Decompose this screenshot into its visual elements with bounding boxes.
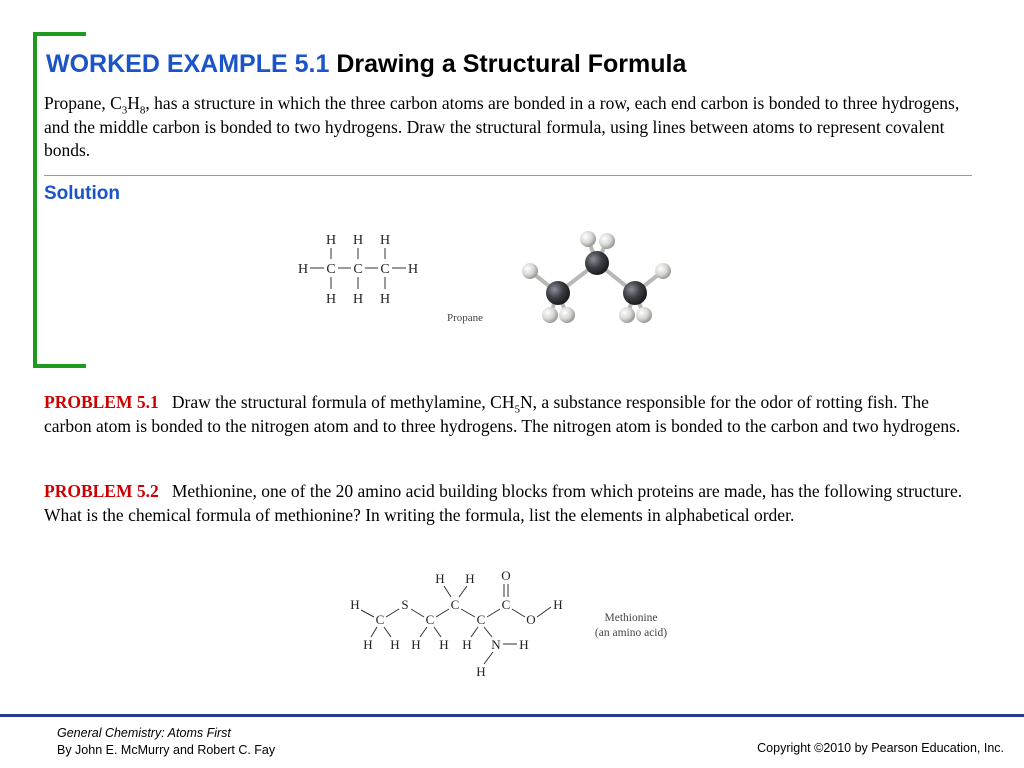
hydrogen-sphere bbox=[619, 307, 635, 323]
atom-o: O bbox=[501, 568, 511, 583]
atom-h: H bbox=[407, 262, 419, 277]
atom-h: H bbox=[350, 597, 360, 612]
problem-5-1-sub: 5 bbox=[514, 403, 520, 416]
example-title: Drawing a Structural Formula bbox=[336, 50, 687, 78]
atom-h: H bbox=[379, 292, 391, 307]
atom-o: O bbox=[526, 612, 536, 627]
intro-sub-2: 8 bbox=[139, 104, 146, 117]
problem-5-2-label: PROBLEM 5.2 bbox=[44, 481, 159, 501]
atom-h: H bbox=[476, 664, 486, 679]
atom-h: H bbox=[352, 292, 364, 307]
bracket-top bbox=[33, 32, 86, 36]
atom-c: C bbox=[450, 597, 460, 612]
atom-c: C bbox=[501, 597, 511, 612]
footer-divider bbox=[0, 714, 1024, 717]
bracket-side bbox=[33, 32, 37, 368]
propane-structural-formula bbox=[290, 228, 500, 328]
problem-5-1-text-2: N, a substance responsible for the odor of rotting fish. The carbon atom is bonded to the nitrogen atom and to three hydrogens. The nitrogen atom is bonded to the carbon and two hydrogens. bbox=[44, 392, 961, 436]
propane-ball-and-stick-model bbox=[510, 225, 685, 335]
problem-5-2-text: Methionine, one of the 20 amino acid building blocks from which proteins are made, has the following structure. What is the chemical formula of methionine? In writing the formula, list the elements in alphabetical order. bbox=[44, 481, 963, 525]
hydrogen-sphere bbox=[580, 231, 596, 247]
hydrogen-sphere bbox=[636, 307, 652, 323]
atom-h: H bbox=[325, 233, 337, 248]
atom-c: C bbox=[375, 612, 385, 627]
atom-h: H bbox=[411, 637, 421, 652]
carbon-sphere bbox=[585, 251, 609, 275]
propane-caption: Propane bbox=[446, 312, 484, 324]
problem-5-1 bbox=[44, 391, 964, 438]
intro-text-3: , has a structure in which the three carbon atoms are bonded in a row, each end carbon is bonded to three hydrogens, and the middle carbon is bonded to two hydrogens. Draw the structural formula, using lines between atoms to represent covalent bonds. bbox=[44, 93, 960, 160]
atom-h: H bbox=[465, 571, 475, 586]
intro-paragraph bbox=[44, 92, 964, 163]
methionine-caption-sub: (an amino acid) bbox=[594, 627, 668, 639]
atom-n: N bbox=[491, 637, 501, 652]
atom-h: H bbox=[379, 233, 391, 248]
problem-5-2 bbox=[44, 480, 964, 527]
atom-c: C bbox=[326, 262, 336, 277]
problem-5-1-text-1: Draw the structural formula of methylamine, CH bbox=[171, 392, 515, 412]
atom-c: C bbox=[476, 612, 486, 627]
atom-h: H bbox=[553, 597, 563, 612]
atom-h: H bbox=[297, 262, 309, 277]
atom-c: C bbox=[353, 262, 363, 277]
hydrogen-sphere bbox=[599, 233, 615, 249]
atom-h: H bbox=[352, 233, 364, 248]
problem-5-1-label: PROBLEM 5.1 bbox=[44, 392, 159, 412]
methionine-caption: Methionine bbox=[604, 612, 658, 624]
intro-text-2: H bbox=[127, 93, 140, 113]
hydrogen-sphere bbox=[655, 263, 671, 279]
model-bonds bbox=[530, 239, 663, 315]
atom-h: H bbox=[390, 637, 400, 652]
carbon-sphere bbox=[623, 281, 647, 305]
intro-text-1: Propane, C bbox=[44, 93, 122, 113]
atom-h: H bbox=[519, 637, 529, 652]
page-title bbox=[46, 50, 686, 79]
solution-heading: Solution bbox=[44, 183, 120, 204]
footer-authors: By John E. McMurry and Robert C. Fay bbox=[57, 743, 276, 757]
atom-h: H bbox=[462, 637, 472, 652]
bond-lines bbox=[361, 584, 551, 664]
bracket-bottom bbox=[33, 364, 86, 368]
footer-book-title: General Chemistry: Atoms First bbox=[57, 726, 231, 740]
footer-credits bbox=[57, 725, 275, 759]
hydrogen-sphere bbox=[559, 307, 575, 323]
atom-h: H bbox=[435, 571, 445, 586]
atom-s: S bbox=[401, 597, 409, 612]
atom-h: H bbox=[325, 292, 337, 307]
carbon-sphere bbox=[546, 281, 570, 305]
atom-c: C bbox=[425, 612, 435, 627]
hydrogen-sphere bbox=[522, 263, 538, 279]
section-divider bbox=[44, 175, 972, 176]
atom-h: H bbox=[363, 637, 373, 652]
hydrogen-sphere bbox=[542, 307, 558, 323]
methionine-structural-formula bbox=[340, 566, 680, 684]
intro-sub-1: 3 bbox=[121, 104, 128, 117]
footer-copyright: Copyright ©2010 by Pearson Education, Inc. bbox=[757, 741, 1004, 755]
atom-h: H bbox=[439, 637, 449, 652]
atom-c: C bbox=[380, 262, 390, 277]
example-label: WORKED EXAMPLE 5.1 bbox=[46, 50, 330, 78]
